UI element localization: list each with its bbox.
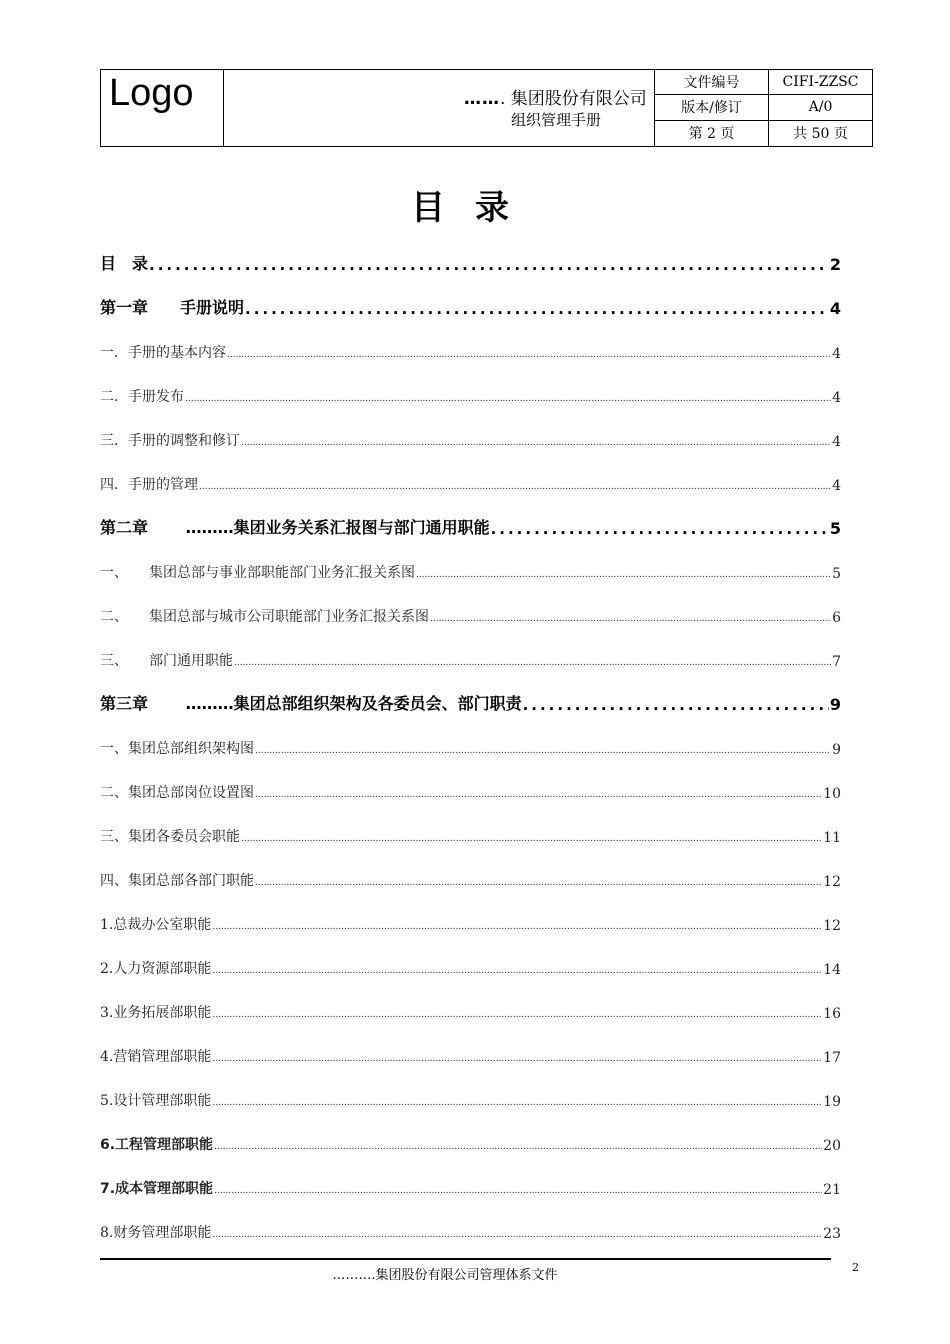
toc-entry[interactable] (100, 948, 841, 992)
header-info-grid (655, 70, 872, 146)
toc-dot-leader (430, 614, 831, 626)
toc-entry-page: 14 (823, 962, 841, 978)
toc-entry-page: 21 (823, 1182, 841, 1198)
toc-dot-leader (212, 966, 822, 978)
toc-dot-leader (255, 790, 822, 802)
toc-entry-label: 三、集团各委员会职能 (100, 829, 240, 845)
page-title: 目录 (411, 188, 539, 228)
toc-entry-label: 5.设计管理部职能 (100, 1093, 212, 1109)
toc-entry[interactable] (100, 1080, 841, 1124)
doc-number-label: 文件编号 (655, 70, 769, 95)
company-name: ……. 集团股份有限公司 (464, 89, 647, 109)
toc-entry-label: 6.工程管理部职能 (100, 1137, 214, 1153)
toc-entry[interactable] (100, 332, 841, 376)
toc-entry[interactable] (100, 596, 841, 640)
toc-dot-leader (212, 1230, 822, 1242)
toc-dot-leader (212, 1054, 822, 1066)
toc-entry-page: 4 (832, 390, 841, 406)
toc-entry-page: 16 (823, 1006, 841, 1022)
toc-entry-label: 4.营销管理部职能 (100, 1049, 212, 1065)
toc-entry-page: 12 (823, 874, 841, 890)
toc-entry[interactable] (100, 376, 841, 420)
toc-entry-page: 19 (823, 1094, 841, 1110)
toc-entry[interactable] (100, 904, 841, 948)
toc-entry-label: 一、 集团总部与事业部职能部门业务汇报关系图 (100, 565, 415, 581)
toc-entry[interactable] (100, 420, 841, 464)
toc-entry[interactable] (100, 508, 841, 552)
toc-entry-page: 9 (829, 695, 841, 714)
toc-entry[interactable] (100, 552, 841, 596)
toc-entry-label: 四、集团总部各部门职能 (100, 873, 254, 889)
toc-entry-label: 2.人力资源部职能 (100, 961, 212, 977)
header-company-block (224, 70, 655, 146)
total-pages: 共 50 页 (793, 126, 848, 143)
toc-entry-label: 一、集团总部组织架构图 (100, 741, 254, 757)
toc-entry[interactable] (100, 288, 841, 332)
toc-entry-page: 4 (829, 299, 841, 318)
toc-entry-page: 17 (823, 1050, 841, 1066)
toc-entry-label: 二、集团总部岗位设置图 (100, 785, 254, 801)
toc-entry[interactable] (100, 1168, 841, 1212)
logo: Logo (101, 70, 224, 146)
toc-entry[interactable] (100, 1036, 841, 1080)
toc-entry-label: 第一章 手册说明 (100, 298, 245, 317)
toc-dot-leader (212, 1098, 822, 1110)
toc-entry-label: 第三章 ………集团总部组织架构及各委员会、部门职责 (100, 694, 522, 713)
toc-dot-leader (241, 438, 831, 450)
toc-dot-leader (227, 350, 831, 362)
toc-dot-leader (255, 878, 822, 890)
toc-entry-label: 1.总裁办公室职能 (100, 917, 212, 933)
toc-entry-label: 四．手册的管理 (100, 477, 198, 493)
toc-entry[interactable] (100, 1124, 841, 1168)
toc-entry-label: 三．手册的调整和修订 (100, 433, 240, 449)
toc-dot-leader (416, 570, 831, 582)
version-value: A/0 (769, 95, 872, 120)
document-header (100, 69, 873, 147)
toc-entry[interactable] (100, 640, 841, 684)
toc-entry-page: 23 (823, 1226, 841, 1242)
footer-page-number: 2 (852, 1261, 859, 1274)
toc-dot-leader (241, 834, 822, 846)
toc-entry[interactable] (100, 816, 841, 860)
toc-dot-leader (491, 520, 829, 538)
toc-dot-leader (185, 394, 831, 406)
toc-entry-page: 5 (829, 519, 841, 538)
toc-entry-page: 4 (832, 434, 841, 450)
toc-entry-page: 11 (823, 830, 841, 846)
toc-entry[interactable] (100, 992, 841, 1036)
toc-entry-page: 2 (829, 255, 841, 274)
toc-dot-leader (214, 1142, 822, 1154)
toc-dot-leader (214, 1186, 822, 1198)
toc-entry-page: 10 (823, 786, 841, 802)
toc-entry[interactable] (100, 772, 841, 816)
toc-entry-page: 4 (832, 478, 841, 494)
toc-dot-leader (245, 300, 829, 318)
toc-dot-leader (149, 256, 829, 274)
toc-dot-leader (523, 696, 829, 714)
toc-entry[interactable] (100, 1212, 841, 1256)
toc-dot-leader (212, 1010, 822, 1022)
footer-divider (100, 1258, 831, 1260)
footer-text: ……….集团股份有限公司管理体系文件 (332, 1268, 558, 1283)
toc-dot-leader (199, 482, 831, 494)
toc-entry[interactable] (100, 244, 841, 288)
toc-entry-page: 5 (832, 566, 841, 582)
toc-entry-page: 12 (823, 918, 841, 934)
toc-entry-label: 第二章 ………集团业务关系汇报图与部门通用职能 (100, 518, 490, 537)
toc-dot-leader (255, 746, 831, 758)
table-of-contents (100, 244, 841, 1256)
toc-entry[interactable] (100, 728, 841, 772)
toc-entry-label: 三、 部门通用职能 (100, 653, 233, 669)
toc-entry-label: 目 录 (100, 254, 149, 273)
page-label: 第 2 页 (655, 121, 769, 146)
toc-entry-page: 6 (832, 610, 841, 626)
toc-entry-label: 8.财务管理部职能 (100, 1225, 212, 1241)
toc-dot-leader (234, 658, 831, 670)
toc-entry-page: 4 (832, 346, 841, 362)
toc-entry-label: 二．手册发布 (100, 389, 184, 405)
version-label: 版本/修订 (655, 95, 769, 120)
manual-name: 组织管理手册 (511, 111, 602, 129)
toc-entry-label: 一．手册的基本内容 (100, 345, 226, 361)
toc-entry-label: 二、 集团总部与城市公司职能部门业务汇报关系图 (100, 609, 429, 625)
toc-entry-page: 20 (823, 1138, 841, 1154)
toc-entry-label: 3.业务拓展部职能 (100, 1005, 212, 1021)
toc-dot-leader (212, 922, 822, 934)
toc-entry[interactable] (100, 684, 841, 728)
toc-entry-page: 9 (832, 742, 841, 758)
doc-number-value: CIFI-ZZSC (769, 70, 872, 95)
toc-entry[interactable] (100, 860, 841, 904)
toc-entry-page: 7 (832, 654, 841, 670)
toc-entry-label: 7.成本管理部职能 (100, 1181, 214, 1197)
toc-entry[interactable] (100, 464, 841, 508)
